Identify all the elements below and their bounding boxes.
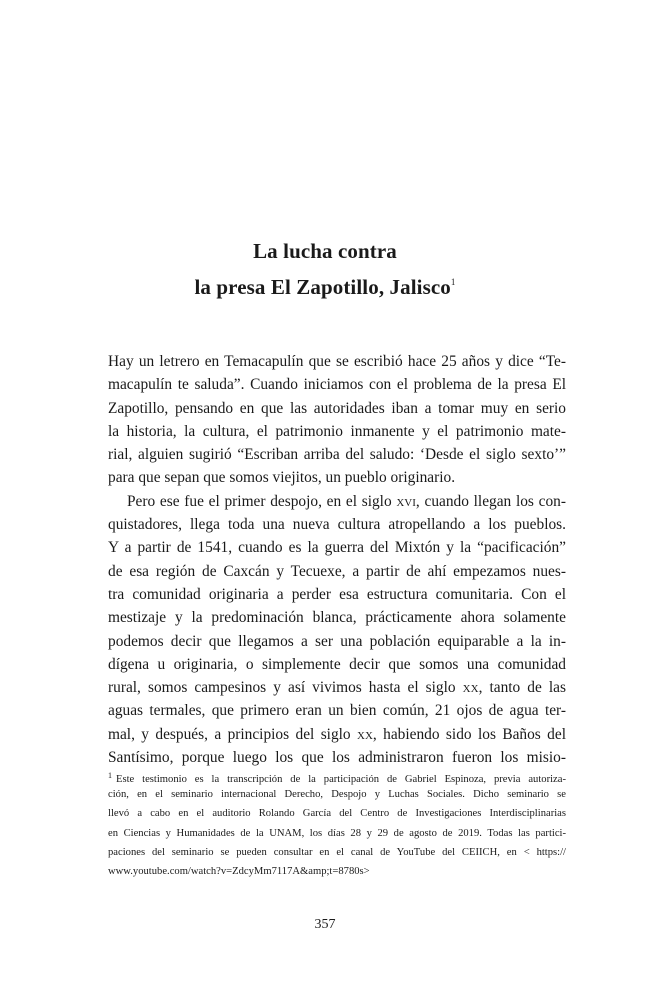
body-line: quistadores, llega toda una nueva cultura atropellando a los pueblos. — [108, 516, 566, 534]
body-text-fragment: , tanto de las — [478, 679, 566, 697]
body-line: la historia, la cultura, el patrimonio inmanente y el patrimonio mate- — [108, 422, 566, 440]
footnote-line: paciones del seminario se pueden consultar en el canal de YouTube del CEIICH, en < https:// — [108, 846, 566, 858]
body-line: aguas termales, que primero eran un bien común, 21 ojos de agua ter- — [108, 702, 566, 720]
body-line: macapulín te saluda”. Cuando iniciamos con el problema de la presa El — [108, 376, 566, 394]
body-text-fragment: mal, y después, a principios del siglo — [108, 725, 358, 743]
footnote-line: llevó a cabo en el auditorio Rolando García del Centro de Investigaciones Interdisciplinarias — [108, 808, 566, 820]
body-line — [108, 676, 566, 699]
body-text — [108, 350, 566, 769]
body-text-fragment: , habiendo sido los Baños del — [372, 725, 566, 743]
footnote-reference[interactable]: 1 — [450, 277, 456, 287]
body-line: rial, alguien sugirió “Escriban arriba del saludo: ‘Desde el siglo sexto’” — [108, 446, 566, 464]
footnote-mark: 1 — [108, 771, 112, 780]
body-line: Y a partir de 1541, cuando es la guerra del Mixtón y la “pacificación” — [108, 539, 566, 557]
chapter-title-line-2 — [0, 267, 650, 303]
footnote-text-fragment: Este testimonio es la transcripción de la participación de Gabriel Espinoza, previa autoriza- — [116, 774, 566, 785]
body-text-fragment: rural, somos campesinos y así vivimos hasta el siglo — [108, 679, 463, 697]
body-line: tra comunidad originaria a perder esa estructura comunitaria. Con el — [108, 585, 566, 603]
body-line: dígena u originaria, o simplemente decir que somos una comunidad — [108, 655, 566, 673]
body-line — [108, 490, 566, 513]
body-line: para que sepan que somos viejitos, un pueblo originario. — [108, 469, 456, 487]
century-numeral: xx — [357, 725, 373, 743]
body-text-fragment: , cuando llegan los con- — [415, 492, 566, 510]
body-line: Hay un letrero en Temacapulín que se escribió hace 25 años y dice “Te- — [108, 353, 566, 370]
body-line: mestizaje y la predominación blanca, prácticamente ahora solamente — [108, 609, 566, 627]
century-numeral: xx — [462, 679, 479, 697]
body-line: Santísimo, porque luego los que los administraron fueron los misio- — [108, 749, 566, 767]
footnote-line — [108, 766, 566, 785]
footnote-line: en Ciencias y Humanidades de la UNAM, los días 28 y 29 de agosto de 2019. Todas las partici- — [108, 827, 566, 839]
body-line: Zapotillo, pensando en que las autoridades iban a tomar muy en serio — [108, 399, 566, 417]
chapter-title-line-2-text: la presa El Zapotillo, Jalisco — [194, 275, 451, 299]
chapter-title — [0, 236, 650, 303]
body-line: de esa región de Caxcán y Tecuexe, a partir de ahí empezamos nues- — [108, 562, 566, 580]
century-numeral: xvi — [396, 492, 416, 510]
page-number: 357 — [314, 917, 336, 932]
body-line — [108, 723, 566, 746]
body-line: podemos decir que llegamos a ser una población equiparable a la in- — [108, 632, 566, 650]
footnote-line: www.youtube.com/watch?v=ZdcyMm7117A&amp;t=8780s> — [108, 865, 370, 877]
body-text-fragment: Pero ese fue el primer despojo, en el siglo — [127, 492, 397, 510]
footnote-line: ción, en el seminario internacional Derecho, Despojo y Luchas Sociales. Dicho seminario se — [108, 789, 566, 801]
chapter-title-line-1: La lucha contra — [253, 239, 397, 263]
footnote — [108, 766, 566, 881]
